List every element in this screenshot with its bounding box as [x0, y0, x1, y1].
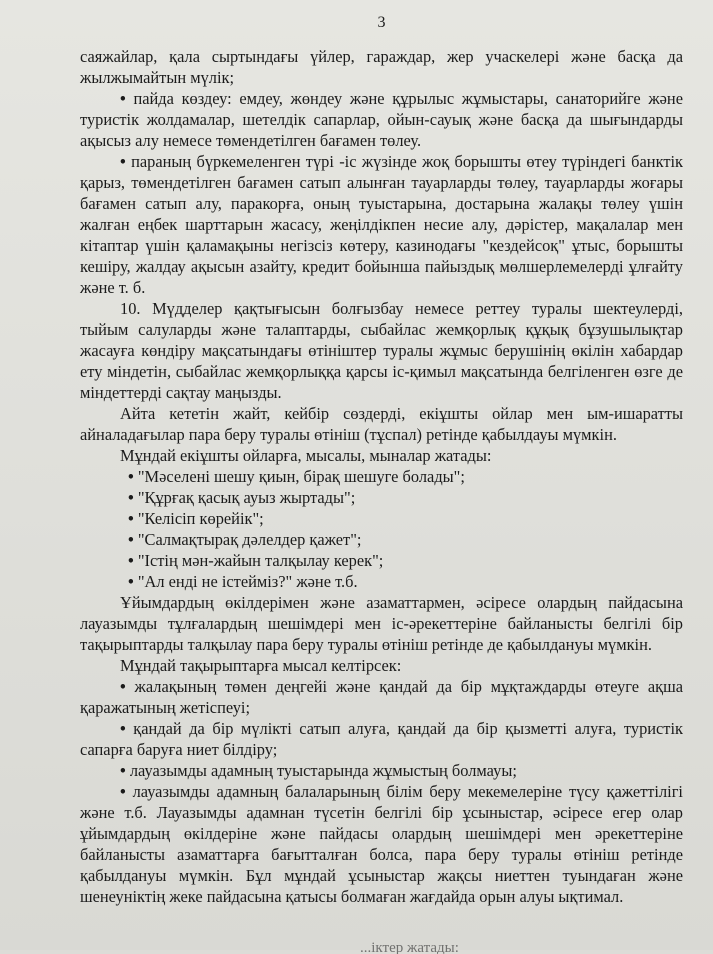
paragraph-text: Айта кететін жайт, кейбір сөздерді, екіұшты ойлар мен ым-ишаратты айналадағылар пара беру туралы өтініш (тұспал) ретінде қабылдауы мүмкін.	[80, 404, 683, 444]
bullet-item	[80, 88, 683, 151]
paragraph-text: қандай да бір мүлікті сатып алуға, қандай да бір қызметті алуға, туристік сапарға баруға ниет білдіру;	[80, 719, 683, 759]
paragraph-text: Мұндай тақырыптарға мысал келтірсек:	[120, 656, 402, 675]
paragraph	[80, 592, 683, 655]
bullet-item	[80, 676, 683, 718]
document-body	[80, 46, 683, 907]
bullet-icon: •	[128, 509, 138, 528]
paragraph	[80, 445, 683, 466]
bullet-item	[80, 151, 683, 298]
paragraph-text: лауазымды адамның туыстарында жұмыстың болмауы;	[129, 761, 517, 780]
paragraph-text: жалақының төмен деңгейі және қандай да бір мұқтаждарды өтеуге ақша қаражатының жетіспеуі;	[80, 677, 683, 717]
paragraph-text: лауазымды адамның балаларының білім беру мекемелеріне түсу қажеттілігі және т.б. Лауазымды адамнан түсетін белгілі бір ұсыныстар, әсіресе егер олар ұйымдардың өкілдеріне және пайдасы олардың шешімдері мен әрекеттеріне байланысты азаматтарға бағытталған болса, пара беру туралы өтініш ретінде қабылдануы мүмкін. Бұл мұндай ұсыныстар жақсы ниеттен туындаған және шенеуніктің жеке пайдасына қатысы болмаған жағдайда орын алуы ықтимал.	[80, 782, 683, 906]
bullet-icon: •	[128, 572, 138, 591]
bullet-icon: •	[128, 551, 138, 570]
paragraph	[80, 46, 683, 88]
paragraph	[80, 655, 683, 676]
quote-item	[80, 529, 683, 550]
bullet-icon: •	[128, 467, 138, 486]
paragraph-text: "Салмақтырақ дәлелдер қажет";	[137, 530, 362, 549]
bullet-icon: •	[128, 488, 138, 507]
paragraph-text: Ұйымдардың өкілдерімен және азаматтармен, әсіресе олардың пайдасына лауазымды тұлғалардың шешімдері мен іс-әрекеттеріне байланысты белгілі бір тақырыптарды талқылау пара беру туралы өтініш ретінде де қабылдануы мүмкін.	[80, 593, 683, 654]
bullet-icon: •	[120, 761, 130, 780]
quote-item	[80, 550, 683, 571]
paragraph-text: "Ал енді не істейміз?" және т.б.	[137, 572, 358, 591]
bullet-icon: •	[120, 89, 134, 108]
paragraph-text: саяжайлар, қала сыртындағы үйлер, гараждар, жер учаскелері және басқа да жылжымайтын мүлік;	[80, 47, 683, 87]
paragraph-text: "Келісіп көрейік";	[137, 509, 264, 528]
quote-item	[80, 466, 683, 487]
bullet-icon: •	[120, 719, 134, 738]
paragraph-text: "Құрғақ қасық ауыз жыртады";	[137, 488, 356, 507]
paragraph	[80, 403, 683, 445]
paragraph	[80, 298, 683, 403]
bullet-icon: •	[120, 782, 133, 801]
paragraph-text: пайда көздеу: емдеу, жөндеу және құрылыс жұмыстары, санаторийге және туристік жолдамалар, шетелдік сапарлар, ойын-сауық және басқа да шығындарды ақысыз алу немесе төмендетілген бағамен төлеу.	[80, 89, 683, 150]
cut-off-line: ...іктер жатады:	[360, 940, 459, 954]
quote-item	[80, 571, 683, 592]
paragraph-text: параның бүркемеленген түрі -іс жүзінде жоқ борышты өтеу түріндегі банктік қарыз, төмендетілген бағамен сатып алынған тауарларды төлеу, тауарларды жоғары бағамен сатып алу, паракорға, оның туыстарына, достарына жалақы төлеу үшін жалған еңбек шарттарын жасасу, жеңілдікпен несие алу, дәрістер, мақалалар мен кітаптар үшін қаламақыны негізсіз көтеру, казинодағы "кездейсоқ" ұтыс, борышты кешіру, жалдау ақысын азайту, кредит бойынша пайыздық мөлшерлемелерді ұлғайту және т. б.	[80, 152, 683, 297]
bullet-item	[80, 781, 683, 907]
quote-item	[80, 508, 683, 529]
paragraph-text: Мұндай екіұшты ойларға, мысалы, мыналар жатады:	[120, 446, 492, 465]
page-number: 3	[377, 14, 386, 31]
bullet-icon: •	[120, 152, 132, 171]
quote-item	[80, 487, 683, 508]
bullet-icon: •	[120, 677, 135, 696]
paragraph-text: 10. Мүдделер қақтығысын болғызбау немесе реттеу туралы шектеулерді, тыйым салуларды және талаптарды, сыбайлас жемқорлық құқық бұзушылықтар жасауға көндіру мақсатындағы өтініштер туралы жұмыс берушінің өкілін хабардар ету міндетін, сыбайлас жемқорлыққа қарсы іс-қимыл мақсатында белгіленген өзге де міндеттерді сақтау маңызды.	[80, 299, 683, 402]
bullet-icon: •	[128, 530, 138, 549]
paragraph-text: "Мәселені шешу қиын, бірақ шешуге болады";	[137, 467, 465, 486]
bullet-item	[80, 760, 683, 781]
paragraph-text: "Істің мән-жайын талқылау керек";	[137, 551, 384, 570]
bullet-item	[80, 718, 683, 760]
